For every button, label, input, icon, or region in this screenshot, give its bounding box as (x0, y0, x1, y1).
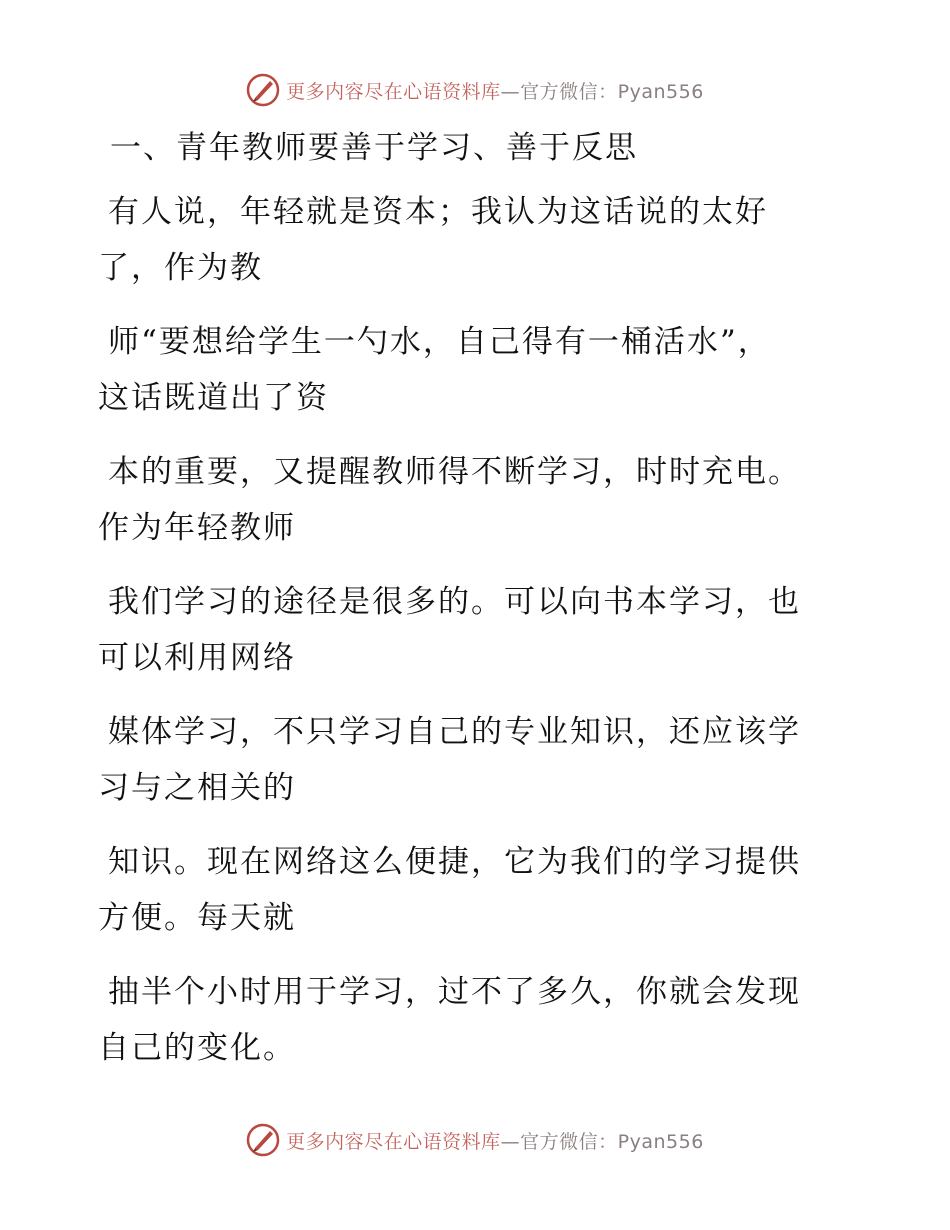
paragraph (98, 444, 838, 556)
paragraph (98, 314, 838, 426)
section-heading: 一、青年教师要善于学习、善于反思 (110, 130, 638, 166)
paragraph-line: 可以利用网络 (98, 640, 296, 676)
paragraph-line: 本的重要，又提醒教师得不断学习，时时充电。 (108, 454, 801, 490)
paragraph-line: 了，作为教 (98, 250, 263, 286)
watermark-text: 更多内容尽在心语资料库—官方微信：Pyan556 (286, 80, 704, 103)
paragraph-line: 这话既道出了资 (98, 380, 329, 416)
paragraph (98, 834, 838, 946)
paragraph-line: 师“要想给学生一勺水，自己得有一桶活水”， (108, 324, 771, 360)
header-watermark-banner (0, 70, 950, 110)
paragraph-line: 作为年轻教师 (98, 510, 296, 546)
paragraph (98, 574, 838, 686)
paragraph-line: 知识。现在网络这么便捷，它为我们的学习提供 (108, 844, 801, 880)
paragraph-line: 我们学习的途径是很多的。可以向书本学习，也 (108, 584, 801, 620)
paragraph-line: 媒体学习，不只学习自己的专业知识，还应该学 (108, 714, 801, 750)
paragraph-line: 习与之相关的 (98, 770, 296, 806)
document-body (98, 126, 838, 1094)
paragraph (98, 184, 838, 296)
paragraph-line: 抽半个小时用于学习，过不了多久，你就会发现 (108, 974, 801, 1010)
paragraph-line: 方便。每天就 (98, 900, 296, 936)
quill-pen-logo-icon (246, 1123, 280, 1157)
quill-pen-logo-icon (246, 73, 280, 107)
watermark-text: 更多内容尽在心语资料库—官方微信：Pyan556 (286, 1130, 704, 1153)
paragraph-line: 自己的变化。 (98, 1030, 296, 1066)
paragraph-line: 有人说，年轻就是资本；我认为这话说的太好 (108, 194, 768, 230)
paragraph (98, 704, 838, 816)
paragraph (98, 964, 838, 1076)
footer-watermark-banner (0, 1120, 950, 1160)
